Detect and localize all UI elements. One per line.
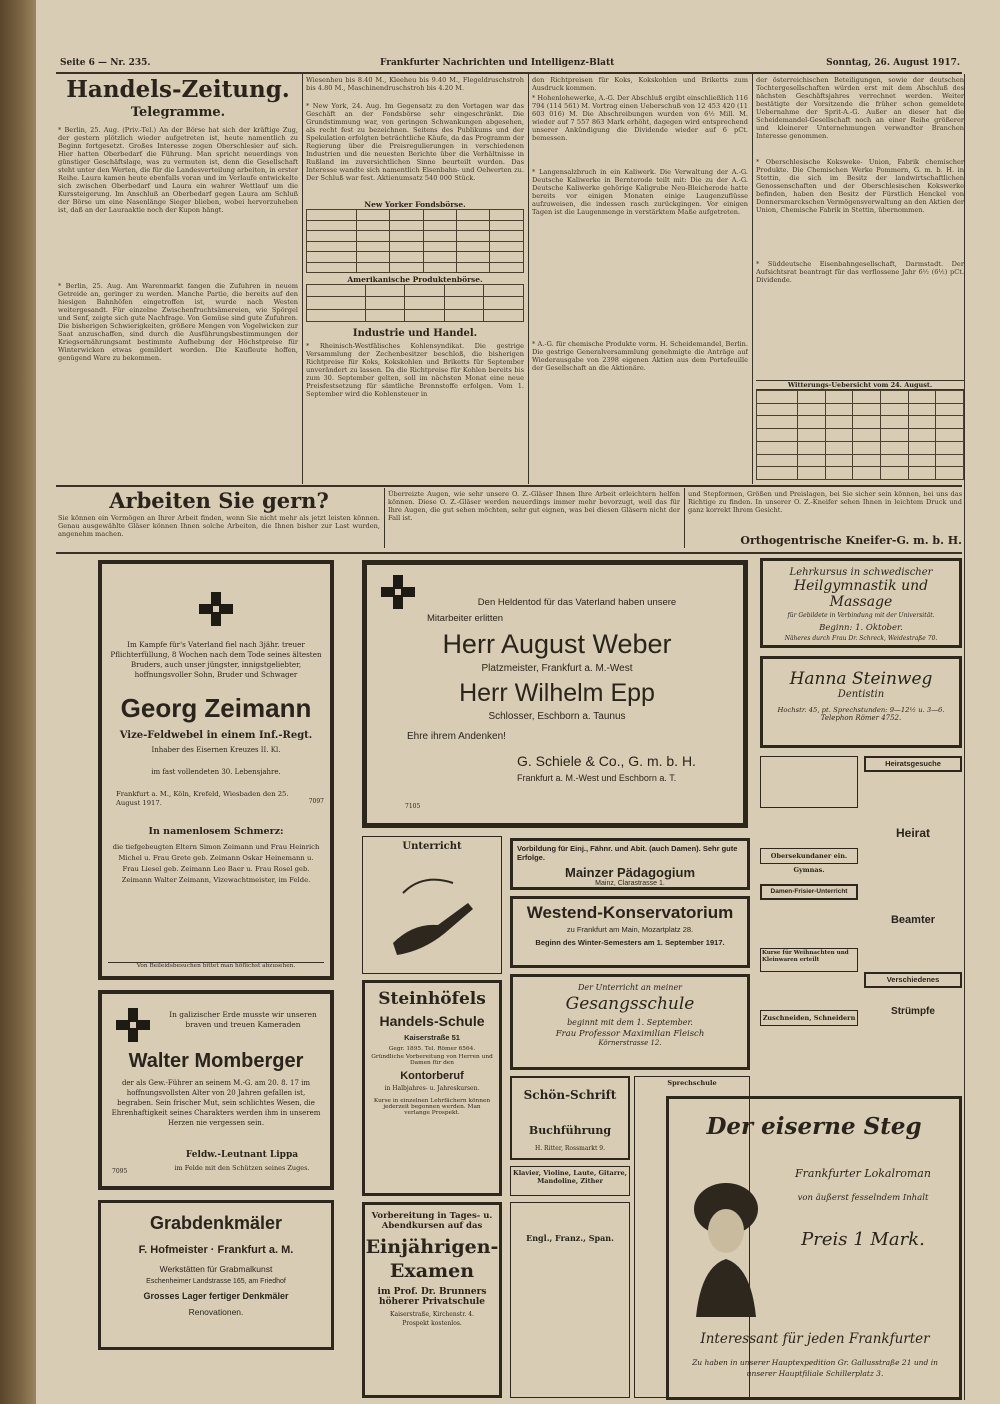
steg-slogan: Interessant für jeden Frankfurter (700, 1331, 930, 1347)
book-binding (0, 0, 36, 1404)
grab-line: Renovationen. (188, 1307, 244, 1317)
momberger-name: Walter Momberger (128, 1050, 304, 1072)
weber-sub2: Schlosser, Eschborn a. Taunus (488, 711, 626, 722)
am-product-table (306, 284, 524, 322)
momberger-code: 7095 (112, 1168, 128, 1175)
handels-column (58, 76, 298, 482)
arbeiten-firm: Orthogentrische Kneifer-G. m. b. H. (740, 534, 962, 547)
schoen-title: Schön-Schrift (523, 1088, 617, 1102)
handels-subtitle: Telegramme. (130, 105, 226, 120)
zuschneiden-ad: Zuschneiden, Schneidern (760, 1010, 858, 1026)
heiratsgesuche-title: Heiratsgesuche (885, 759, 941, 768)
steinhoefel-street: Kaiserstraße 51 (404, 1033, 460, 1042)
header-right: Sonntag, 26. August 1917. (826, 58, 960, 68)
weber-honor: Ehre ihrem Andenken! (407, 731, 506, 742)
handels-schule-title: Handels-Schule (379, 1013, 485, 1029)
header-left: Seite 6 — Nr. 235. (60, 58, 151, 68)
heirat-title: Heirat (895, 826, 930, 840)
momberger-sign: Feldw.-Leutnant Lippa (185, 1150, 299, 1160)
weber-epp-obituary (362, 560, 748, 828)
gesang-line: Körnerstrasse 12. (598, 1039, 662, 1047)
steinhoefel-founded: Gegr. 1895. Tel. Römer 6564. (388, 1046, 476, 1052)
column-rule (684, 488, 685, 548)
steg-title: Der eiserne Steg (706, 1113, 922, 1140)
gesang-title: Gesangsschule (565, 994, 695, 1014)
industry-column (532, 76, 748, 482)
weber-name1: Herr August Weber (442, 629, 672, 659)
gesangsschule-ad (510, 974, 750, 1070)
steinhoefel-kurse: in Halbjahres- u. Jahreskursen. (384, 1085, 480, 1092)
industry-paragraph: * A.-G. für chemische Produkte vorm. H. Scheidemandel, Berlin. Die gestrige Generalversammlung genehmigte die Anträge auf Wiederausgabe von 2398 eigenen Aktien aus dem Portefeuille der Gesellschaft an die Aktionäre. (532, 340, 748, 372)
engl-ad: Engl., Franz., Span. (526, 1233, 614, 1243)
kunstgewerbe-ad (760, 756, 858, 808)
momberger-obituary (98, 990, 334, 1190)
ny-table-title: New Yorker Fondsbörse. (364, 200, 466, 209)
weber-firm: G. Schiele & Co., G. m. b. H. (517, 753, 696, 769)
mainzer-title: Mainzer Pädagogium (564, 865, 696, 880)
zeimann-obituary (98, 560, 334, 980)
column-rule (384, 488, 385, 548)
industry-paragraph: * Oberschlesische Koksweke- Union, Fabrik chemischer Produkte. Die Chemischen Werke Pommern, G. m. b. H. in Stettin, die sich im Besitz der landwirtschaftlichen Genossenschaften und der Oberschlesischen Kokswerke befinden, haben den Besitz der Fürstlich Henckel von Donnersmarckschen Vermögensverwaltung an den Aktien der Union, Chemische Fabrik in Stettin, übernommen. (756, 158, 964, 214)
weber-code: 7105 (405, 803, 421, 810)
ny-stock-table (306, 209, 524, 273)
zeimann-intro: Im Kampfe für's Vaterland fiel nach 3jähr. treuer Pflichterfüllung, 8 Wochen nach dem Tode seines ältesten Bruders, auch unser jüngster, innigstgeliebter, hoffnungsvoller Sohn, Bruder und Schwager (110, 640, 322, 679)
zeimann-grief: In namenlosem Schmerz: (148, 826, 284, 837)
grab-line: Grosses Lager fertiger Denkmäler (143, 1291, 289, 1301)
frisier-title: Damen-Frisier-Unterricht (770, 888, 848, 895)
zeimann-footer: Von Beileidsbesuchen bittet man höflichst abzusehen. (108, 962, 324, 969)
einjaehrig-hint: Prospekt kostenlos. (402, 1320, 462, 1327)
gesang-line: beginnt mit dem 1. September. (567, 1018, 693, 1027)
zeimann-family: die tiefgebeugten Eltern Simon Zeimann und Frau Heinrich Michel u. Frau Grete geb. Zeimann Oskar Heinemann u. Frau Liesel geb. Zeimann Leo Baer u. Frau Rosel geb. Zeimann Walter Zeimann, Vizewachtmeister, im Felde. (112, 843, 320, 884)
beamter-title: Beamter (890, 914, 936, 926)
zeimann-age: im fast vollendeten 30. Lebensjahre. (151, 768, 281, 776)
industry-paragraph: den Richtpreisen für Koks, Kokskohlen und Briketts zum Ausdruck kommen. (532, 76, 748, 92)
steg-sub2: von äußerst fesselndem Inhalt (797, 1193, 929, 1203)
struempfe-title: Strümpfe (891, 1006, 935, 1017)
weber-firmplace: Frankfurt a. M.-West und Eschborn a. T. (517, 773, 677, 783)
small-ads-column (510, 1202, 630, 1398)
newspaper-page (36, 0, 1000, 1404)
sprechschule-ad: Sprechschule (667, 1079, 717, 1087)
steinhoefel-extra: Kurse in einzelnen Lehrfächern können jederzeit begonnen werden. Man verlange Prospekt. (373, 1098, 491, 1116)
einjaehrig-top: Vorbereitung in Tages- u. Abendkursen auf das (371, 1211, 493, 1231)
mainzer-addr: Mainz, Clarastrasse 1. (595, 880, 665, 887)
section-rule (56, 552, 962, 554)
eiserne-steg-ad (666, 1096, 962, 1400)
hanna-title: Dentistin (837, 689, 885, 700)
einjaehrig-ad (362, 1202, 502, 1398)
industry-paragraph: * Süddeutsche Eisenbahngesellschaft, Darmstadt. Der Aufsichtsrat beantragt für das verflossene Jahr 6½ (6½) pCt. Dividende. (756, 260, 964, 284)
grab-title: Grabdenkmäler (149, 1213, 283, 1233)
industry-paragraph: der österreichischen Beteiligungen, sowie der deutschen Tochtergesellschaften würden erst mit dem Abschluß des nächsten Geschäftsjahres verrechnet werden. Weiter bestätigte der Vorsitzende die früher schon gemeldete Uebernahme der Sprit-A.-G. Außer an dieser hat die Scheidemandel-Gesellschaft noch an einer Reihe größerer und kleinerer Unternehmungen verwandter Branchen Interesse genommen. (756, 76, 964, 140)
heilgymnastik-ad (760, 558, 962, 648)
column-rule (528, 74, 529, 484)
industrie-title: Industrie und Handel. (352, 328, 478, 339)
steg-price: Preis 1 Mark. (801, 1229, 925, 1250)
section-rule (56, 485, 962, 487)
zeimann-name: Georg Zeimann (120, 693, 312, 723)
arbeiten-text: Sie können ein Vermögen an Ihrer Arbeit finden, wenn Sie nicht mehr als jetzt leisten können. Genau ausgewählte Gläser können Ihnen solche Arbeiten, die Ihnen bisher zur Last wurden, angenehm machen. (58, 514, 380, 538)
frisier-header (760, 884, 858, 900)
steinhoefel-kontor: Kontorberuf (400, 1070, 464, 1082)
schoenschrift-ad (510, 1076, 630, 1160)
westend-beginn: Beginn des Winter-Semesters am 1. September 1917. (535, 938, 725, 947)
gesang-line: Der Unterricht an meiner (577, 983, 682, 992)
weber-name2: Herr Wilhelm Epp (459, 679, 655, 707)
lehrkurs-beginn: Beginn: 1. Oktober. (819, 623, 903, 633)
market-column (306, 76, 524, 482)
weather-table (756, 390, 964, 480)
einjaehrig-street: Kaiserstraße, Kirchenstr. 4. (390, 1311, 474, 1318)
einjaehrig-inst: im Prof. Dr. Brunners höherer Privatschule (377, 1287, 487, 1307)
lehrkurs-line: Lehrkursus in schwedischer (789, 567, 933, 578)
iron-cross-icon (116, 1008, 150, 1042)
zeimann-rank: Vize-Feldwebel in einem Inf.-Regt. (119, 730, 313, 741)
industry-paragraph: * Langensalzbruch in ein Kaliwerk. Die Verwaltung der A.-G. Deutsche Kaliwerke in Bernterode teilt mit: Die zu der A.-G. Deutsche Kaliwerke gehörige Kaligrube Neu-Bleicherode hatte bereits vor einigen Monaten einige Laugenzuflüsse aufzuweisen, die indessen rasch zurückgingen. Vor einigen Tagen ist die Laugenmenge in verstärktem Maße aufgetreten. (532, 168, 748, 216)
writing-hand-icon (383, 863, 483, 963)
klavier-text: Klavier, Violine, Laute, Gitarre, Mandoline, Zither (513, 1169, 627, 1185)
am-table-title: Amerikanische Produktenbörse. (347, 275, 483, 284)
page-header (60, 58, 960, 72)
westend-addr: zu Frankfurt am Main, Mozartplatz 28. (566, 925, 694, 934)
unterricht-title: Unterricht (402, 841, 462, 852)
momberger-sign2: im Felde mit den Schützen seines Zuges. (174, 1164, 310, 1172)
lehrkurs-title: Heilgymnastik und Massage (793, 578, 929, 610)
arbeiten-middle-text: Überreizte Augen, wie sehr unsere O. Z.-Gläser Ihnen Ihre Arbeit erleichtern helfen können. Diese O. Z.-Gläser werden neuerdings immer mehr bevorzugt, weil das für Ihre Augen, die gut sehen möchten, sehr gut eignen, was bei diesen Gläsern nicht der Fall ist. (388, 490, 680, 522)
zeimann-place: Frankfurt a. M., Köln, Krefeld, Wiesbaden den 25. August 1917. (116, 790, 289, 807)
steg-foot: Zu haben in unserer Hauptexpedition Gr. Gallusstraße 21 und in unserer Hauptfiliale Schillerplatz 3. (692, 1358, 938, 1378)
arbeiten-title: Arbeiten Sie gern? (109, 488, 329, 513)
page-edge-rule (964, 74, 965, 1400)
arbeiten-ad (58, 488, 380, 550)
steinhoefel-title: Steinhöfels (378, 989, 486, 1009)
industry-column-right (756, 76, 964, 482)
kurse-ad: Kurse für Weihnachten und Kleinwaren erteilt (760, 948, 858, 972)
industry-paragraph: * Hohenlohewerke, A.-G. Der Abschluß ergibt einschließlich 116 794 (114 561) M. Vortrag einen Ueberschuß von 12 453 420 (11 603 016) M. Die Abschreibungen wurden von 6½ Mill. M. wieder auf 7 557 863 Mark erhöht, dagegen wird entsprechend unserer Ankündigung die Dividende wieder auf 6 pCt. bemessen. (532, 94, 748, 142)
mainzer-vorbildung: Vorbildung für Einj., Fähnr. und Abit. (auch Damen). Sehr gute Erfolge. (517, 844, 738, 862)
lehrkurs-line: für Gebildete in Verbindung mit der Universität. (787, 612, 935, 619)
westend-ad (510, 896, 750, 968)
market-paragraph: * New York, 24. Aug. Im Gegensatz zu den Vortagen war das Geschäft an der Fondsbörse sehr eingeschränkt. Die Grundstimmung war, von geringen Schwankungen abgesehen, als recht fest zu bezeichnen. Seitens des Publikums und der Spekulation erfolgten beträchtliche Käufe, da das Programm der Regierung über die Preisregulierungen in verschiedenen Industrien und die neuesten Berichte über die Verhältnisse in Rußland im zuversichtlichen Sinne beurteilt wurden. Das Interesse wandte sich namentlich Eisenbahn- und Oelwerten zu. Der Schluß war fest. Aktienumsatz 540 000 Stück. (306, 102, 524, 182)
arbeiten-right-text: und Stepformen, Größen und Preislagen, bei Sie sicher sein können, bei uns das Richtige zu finden. In unserer O. Z.-Kneifer sehen Ihnen in leichtem Druck und ganz korrekt Ihrem Gesicht. (688, 490, 962, 514)
unterricht-header-box (362, 836, 502, 974)
grab-line: Eschenheimer Landstrasse 165, am Friedhof (146, 1278, 286, 1285)
weather-title: Witterungs-Uebersicht vom 24. August. (756, 380, 964, 390)
buchf-title: Buchführung (528, 1124, 612, 1137)
market-paragraph: Wiesenheu bis 8.40 M., Kleeheu bis 9.40 M., Flegeldruschstroh bis 4.80 M., Maschinendruschstroh bis 4.20 M. (306, 76, 524, 92)
ritter-addr: H. Ritter, Rossmarkt 9. (535, 1145, 605, 1152)
verschiedenes-header (864, 972, 962, 988)
zeimann-code: 7097 (308, 798, 324, 805)
lehrkurs-line: Näheres durch Frau Dr. Schreck, Weidestraße 70. (784, 635, 938, 642)
header-rule (56, 72, 962, 74)
einjaehrig-title: Einjährigen-Examen (365, 1236, 499, 1282)
hanna-name: Hanna Steinweg (789, 669, 933, 689)
hanna-addr: Hochstr. 45, pt. Sprechstunden: 9—12½ u. 3—6. (777, 706, 945, 714)
iron-cross-icon (199, 592, 233, 626)
klavier-ad (510, 1166, 630, 1196)
industrie-paragraph: * Rheinisch-Westfälisches Kohlensyndikat. Die gestrige Versammlung der Zechenbesitzer beschloß, die bisherigen Richtpreise für Koks, Kokskohlen und Briketts für September unverändert zu lassen. Da die Richtpreise für Kohlen bereits bis zum 30. September gelten, soll im nächsten Monat eine neue Preisfestsetzung für sämtliche Brennstoffe erfolgen. Vom 1. September wird die Kohlensteuer in (306, 342, 524, 398)
gesang-line: Frau Professor Maximilian Fleisch (555, 1029, 705, 1039)
weber-line2: Mitarbeiter erlitten (427, 613, 504, 624)
westend-title: Westend-Konservatorium (526, 903, 734, 922)
momberger-text: der als Gew.-Führer an seinem M.-G. am 20. 8. 17 im hoffnungsvollsten Alter von 20 Jahren gefallen ist, begraben. Sein frischer Mut, sein schlichtes Wesen, die Ehrenhaftigkeit seines Charakters werden ihm in unserem Herzen nie vergessen sein. (111, 1079, 321, 1127)
mainzer-ad (510, 838, 750, 890)
handels-paragraph: * Berlin, 25. Aug. Am Warenmarkt fangen die Zufuhren in neuem Getreide an, geringer zu werden. Manche Partie, die bereits auf den hiesigen Bahnhöfen eingetroffen ist, wurde nach Westen weitergesandt. Für einzelne Zwischenfruchtsämereien, wie Spörgel und Senf, zeigte sich gute Nachfrage. Von Gemüse sind gute Zufuhren. Die bisherigen Schwierigkeiten, größere Mengen von Vogelwicken zur Saat anzuschaffen, sind durch die Ausführungsbestimmungen der Kriegsernährungsamt bestimmte Aufhebung der Höchstpreise für Winterwicken etwas gemildert worden. Die Kaufleute hoffen, genügend Ware zu bekommen. (58, 282, 298, 362)
grabdenkmaeler-ad (98, 1200, 334, 1350)
heirat-header (864, 756, 962, 772)
steinhoefel-desc: Gründliche Vorbereitung von Herren und Damen für den (371, 1054, 493, 1066)
grab-firm: F. Hofmeister · Frankfurt a. M. (138, 1244, 294, 1256)
verschiedenes-title: Verschiedenes (886, 975, 940, 984)
steinhoefel-ad (362, 980, 502, 1196)
momberger-intro: In galizischer Erde musste wir unseren braven und treuen Kameraden (169, 1010, 317, 1029)
iron-cross-icon (381, 575, 415, 609)
woman-portrait-icon (681, 1167, 771, 1317)
zeimann-award: Inhaber des Eisernen Kreuzes II. Kl. (151, 746, 281, 754)
header-center: Frankfurter Nachrichten und Intelligenz-Blatt (380, 58, 615, 68)
handels-title: Handels-Zeitung. (66, 76, 290, 103)
column-rule (752, 74, 753, 484)
grab-line: Werkstätten für Grabmalkunst (159, 1264, 273, 1274)
steinweg-ad (760, 656, 962, 748)
steg-sub: Frankfurter Lokalroman (795, 1167, 931, 1180)
handels-paragraph: * Berlin, 25. Aug. (Priv.-Tel.) An der Börse hat sich der kräftige Zug, der gestern plötzlich wieder aufgetreten ist, heute namentlich zu Beginn fortgesetzt. Großes Interesse zogen Oberschlesier auf sich. Hier hatten Oberbedarf die Führung. Man spricht neuerdings von günstiger Geschäftslage, was zu vermuten ist, denn die Gesellschaft steht unter den Werten, die für die Landesverteilung arbeiten, in erster Reihe. Laura kamen heute ebenfalls voran und im Verlaufe entwickelte sich zwischen Oberbedarf und Laura ein wahrer Wettlauf um die Kurssteigerung. Im Anschluß an Oberbedarf gegen Laura am Schluß der Börse um eine Nasenlänge Sieger blieben, wobei hervorzuheben ist, daß an der Lauraaktie noch der Kupon hängt. (58, 126, 298, 214)
obersekundaner-ad: Obersekundaner ein. Gymnas. (760, 848, 858, 864)
column-rule (302, 74, 303, 484)
weber-line1: Den Heldentod für das Vaterland haben unsere (477, 597, 677, 608)
weber-sub1: Platzmeister, Frankfurt a. M.-West (481, 663, 633, 674)
hanna-tel: Telephon Römer 4752. (820, 714, 902, 722)
arbeiten-right (688, 490, 962, 550)
